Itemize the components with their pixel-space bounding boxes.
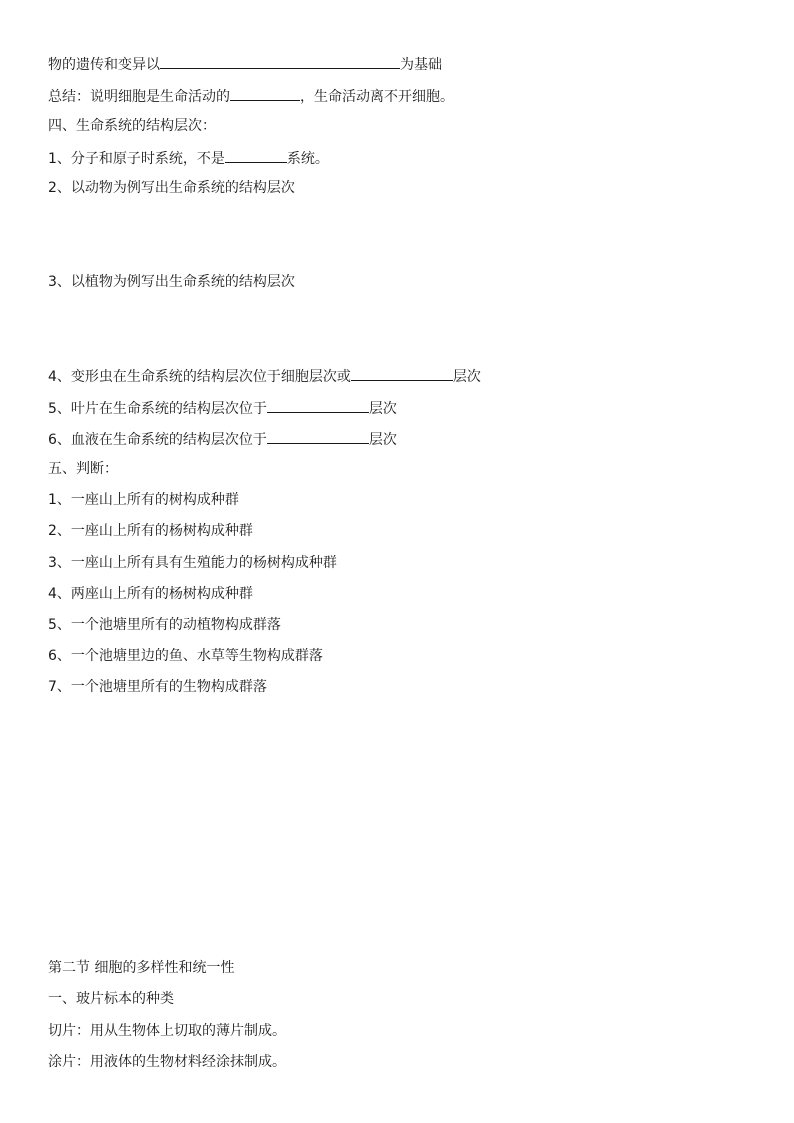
question-4-4 — [48, 365, 481, 387]
q4-4-text-before: 4、变形虫在生命系统的结构层次位于细胞层次或 — [48, 369, 351, 385]
section4-title: 四、生命系统的结构层次： — [48, 118, 216, 134]
question-4-3: 3、以植物为例写出生命系统的结构层次 — [48, 274, 295, 290]
summary-line — [48, 85, 454, 107]
q4-4-text-after: 层次 — [452, 369, 481, 385]
q4-6-text-after: 层次 — [368, 432, 397, 448]
summary-text-after: ，生命活动离不开细胞。 — [300, 89, 454, 105]
section5-title: 五、判断： — [48, 461, 118, 477]
slides-title: 一、玻片标本的种类 — [48, 991, 174, 1007]
heredity-text-after: 为基础 — [400, 57, 442, 73]
q4-6-blank[interactable] — [267, 428, 369, 444]
q4-1-text-after: 系统。 — [286, 151, 329, 167]
section2-title: 第二节 细胞的多样性和统一性 — [48, 960, 235, 976]
judgement-item: 7、一个池塘里所有的生物构成群落 — [48, 679, 267, 695]
q4-5-text-after: 层次 — [368, 401, 397, 417]
q4-5-blank[interactable] — [267, 397, 369, 413]
summary-blank[interactable] — [230, 85, 300, 101]
judgement-item: 4、两座山上所有的杨树构成种群 — [48, 586, 253, 602]
heredity-blank[interactable] — [160, 53, 400, 69]
smear-definition: 涂片：用液体的生物材料经涂抹制成。 — [48, 1054, 286, 1070]
heredity-text-before: 物的遗传和变异以 — [48, 57, 160, 73]
q4-6-text-before: 6、血液在生命系统的结构层次位于 — [48, 432, 267, 448]
slice-definition: 切片：用从生物体上切取的薄片制成。 — [48, 1023, 286, 1039]
question-4-1 — [48, 147, 329, 169]
summary-text-before: 总结：说明细胞是生命活动的 — [48, 89, 230, 105]
q4-1-text-before: 1、分子和原子时系统，不是 — [48, 151, 225, 167]
question-4-5 — [48, 397, 397, 419]
q4-1-blank[interactable] — [225, 147, 287, 163]
question-4-6 — [48, 428, 397, 450]
judgement-item: 5、一个池塘里所有的动植物构成群落 — [48, 617, 281, 633]
judgement-item: 2、一座山上所有的杨树构成种群 — [48, 523, 253, 539]
q4-5-text-before: 5、叶片在生命系统的结构层次位于 — [48, 401, 267, 417]
judgement-item: 1、一座山上所有的树构成种群 — [48, 492, 239, 508]
judgement-item: 3、一座山上所有具有生殖能力的杨树构成种群 — [48, 555, 337, 571]
q4-4-blank[interactable] — [351, 365, 453, 381]
heredity-line — [48, 53, 442, 75]
judgement-item: 6、一个池塘里边的鱼、水草等生物构成群落 — [48, 648, 323, 664]
question-4-2: 2、以动物为例写出生命系统的结构层次 — [48, 180, 295, 196]
